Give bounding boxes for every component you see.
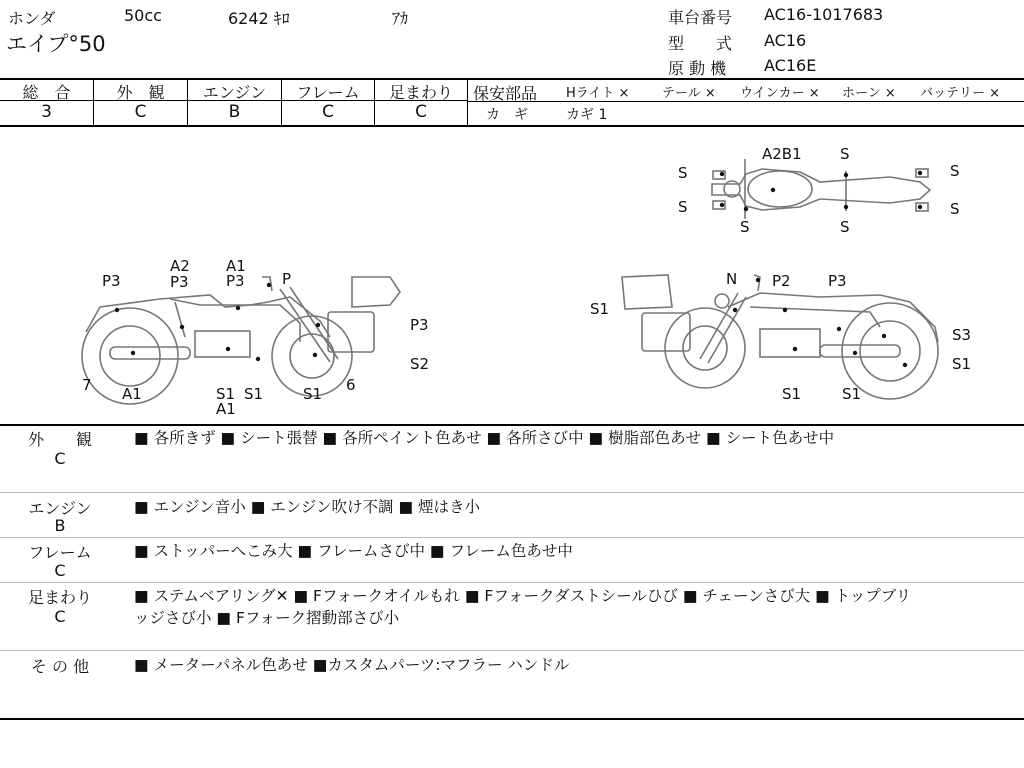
divider xyxy=(0,424,1024,426)
grade-value-overall: 3 xyxy=(41,102,52,122)
detail-text-other: ■ メーターパネル色あせ ■カスタムパーツ:マフラー ハンドル xyxy=(134,656,570,674)
key-label: カ ギ xyxy=(486,107,528,123)
damage-label: S xyxy=(950,162,960,180)
detail-text-suspension-1: ■ ステムベアリング✕ ■ Fフォークオイルもれ ■ Fフォークダストシールひび ■ チェーンさび大 ■ トップブリ xyxy=(134,587,912,605)
grade-header-frame: フレーム xyxy=(296,83,360,102)
damage-label: A1 xyxy=(122,385,142,403)
divider xyxy=(0,718,1024,720)
divider xyxy=(0,492,1024,493)
damage-label: S3 xyxy=(952,326,972,344)
right-side-bike-icon xyxy=(622,275,938,399)
damage-label: A2 xyxy=(170,257,190,275)
damage-label: P3 xyxy=(410,316,429,334)
grade-value-exterior: C xyxy=(134,102,147,122)
grade-header-overall: 総 合 xyxy=(22,83,71,102)
damage-label: S2 xyxy=(410,355,430,373)
mileage: 6242 ｷﾛ xyxy=(228,9,290,28)
engine-label: 原 動 機 xyxy=(668,59,727,78)
detail-label-frame: フレーム xyxy=(28,543,92,562)
safety-item-tail: テール × xyxy=(662,86,716,101)
engine-value: AC16E xyxy=(764,56,817,75)
damage-label: S1 xyxy=(590,300,610,318)
safety-item-horn: ホーン × xyxy=(842,86,896,101)
damage-label: A1 xyxy=(226,257,246,275)
type-label: 型 式 xyxy=(668,34,733,53)
divider xyxy=(0,582,1024,583)
detail-text-suspension-2: ッジさび小 ■ Fフォーク摺動部さび小 xyxy=(134,609,400,627)
damage-label: P3 xyxy=(170,273,189,291)
damage-label: A1 xyxy=(216,400,236,418)
damage-label: S1 xyxy=(216,385,236,403)
type-value: AC16 xyxy=(764,31,807,50)
damage-label: P2 xyxy=(772,272,791,290)
damage-label: S xyxy=(840,145,850,163)
detail-label-suspension: 足まわり xyxy=(27,588,92,607)
detail-label-exterior: 外 観 xyxy=(27,430,92,449)
detail-label-other: そ の 他 xyxy=(30,657,90,676)
frame-no: AC16-1017683 xyxy=(764,5,884,24)
damage-label: A2B1 xyxy=(762,145,802,163)
displacement: 50cc xyxy=(124,6,162,25)
grade-header-suspension: 足まわり xyxy=(388,83,453,102)
safety-item-headlight: Hライト × xyxy=(566,86,630,101)
grade-value-frame: C xyxy=(322,102,334,122)
damage-label: P3 xyxy=(226,272,245,290)
divider xyxy=(0,650,1024,651)
damage-label: S xyxy=(740,218,750,236)
grade-header-exterior: 外 観 xyxy=(116,83,165,102)
damage-label: P3 xyxy=(828,272,847,290)
grade-value-engine: B xyxy=(228,102,241,122)
detail-grade-exterior: C xyxy=(54,449,66,468)
divider xyxy=(468,101,1024,102)
damage-label: P3 xyxy=(102,272,121,290)
divider xyxy=(0,537,1024,538)
damage-label: S1 xyxy=(842,385,862,403)
motorcycle-damage-diagram xyxy=(0,127,1024,424)
damage-label: S1 xyxy=(782,385,802,403)
detail-text-frame: ■ ストッパーへこみ大 ■ フレームさび中 ■ フレーム色あせ中 xyxy=(134,542,573,560)
model-name: エイプ°50 xyxy=(6,32,106,56)
grade-header-engine: エンジン xyxy=(202,83,267,102)
detail-text-exterior: ■ 各所きず ■ シート張替 ■ 各所ペイント色あせ ■ 各所さび中 ■ 樹脂部色あせ ■ シート色あせ中 xyxy=(134,429,835,447)
safety-item-battery: バッテリー × xyxy=(920,86,1001,101)
color: ｱｶ xyxy=(392,9,409,28)
frame-no-label: 車台番号 xyxy=(668,8,733,27)
grade-value-suspension: C xyxy=(415,102,427,122)
detail-grade-suspension: C xyxy=(54,607,66,626)
detail-label-engine: エンジン xyxy=(28,499,92,518)
damage-label: N xyxy=(726,270,738,288)
damage-label: S xyxy=(950,200,960,218)
safety-label: 保安部品 xyxy=(473,84,538,103)
safety-item-winker: ウインカー × xyxy=(740,86,820,101)
damage-label: S xyxy=(678,164,688,182)
damage-label: 7 xyxy=(82,376,92,394)
maker: ホンダ xyxy=(8,9,56,28)
damage-label: S1 xyxy=(952,355,972,373)
key-value: カギ 1 xyxy=(566,107,608,123)
damage-label: S1 xyxy=(303,385,323,403)
damage-label: S xyxy=(840,218,850,236)
damage-label: P xyxy=(282,270,292,288)
detail-text-engine: ■ エンジン音小 ■ エンジン吹け不調 ■ 煙はき小 xyxy=(134,498,481,516)
detail-grade-frame: C xyxy=(54,561,66,580)
damage-label: S xyxy=(678,198,688,216)
detail-grade-engine: B xyxy=(54,516,66,535)
damage-label: 6 xyxy=(346,376,356,394)
divider xyxy=(467,79,468,126)
damage-label: S1 xyxy=(244,385,264,403)
